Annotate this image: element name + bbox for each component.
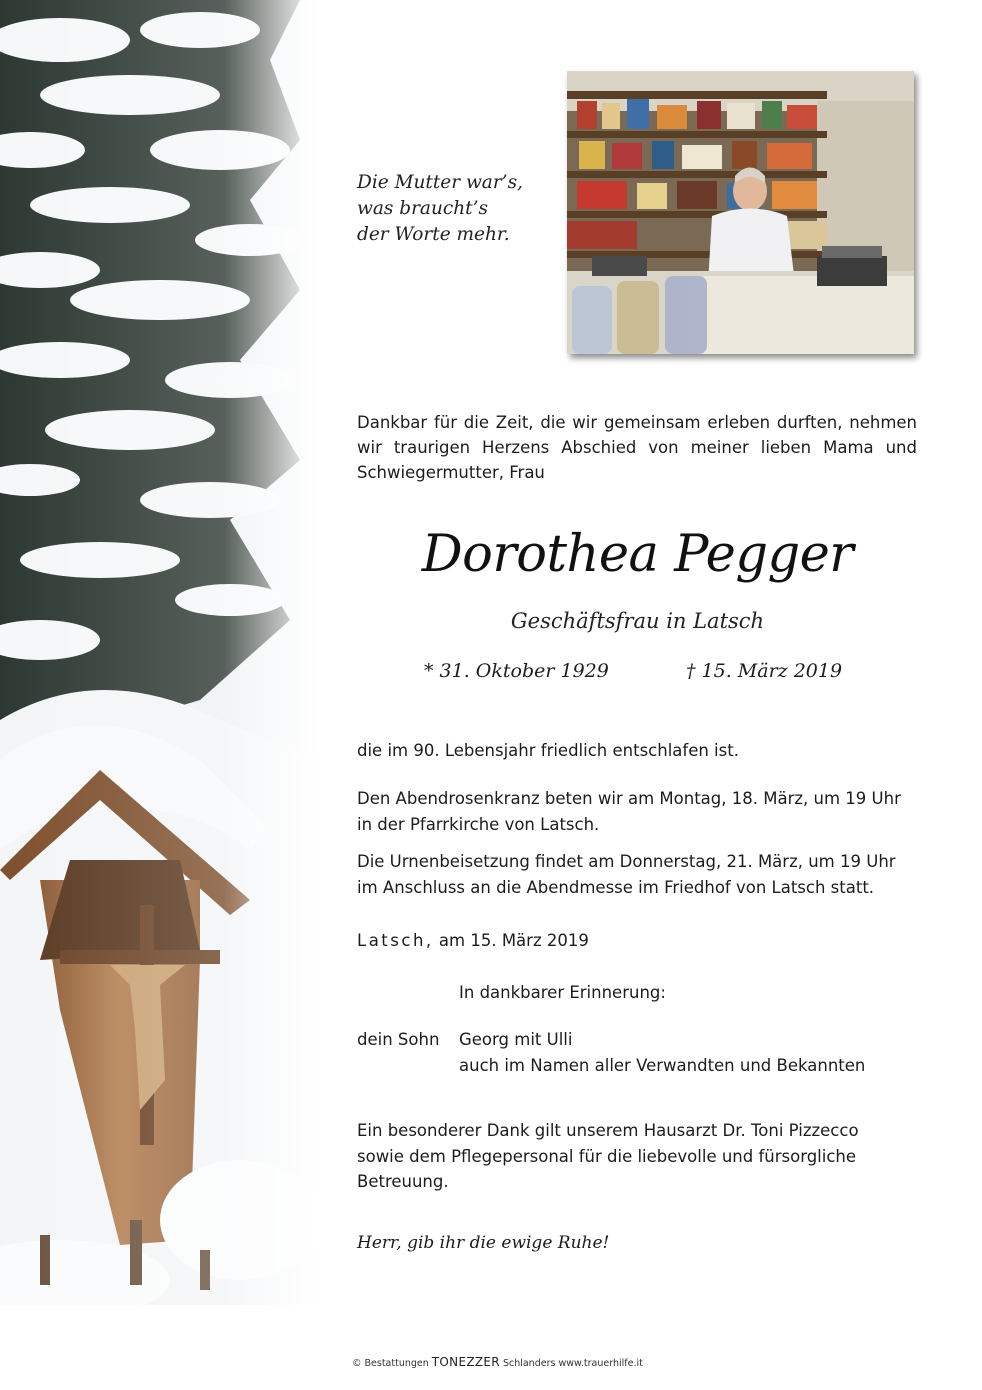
mourner-extended-line: auch im Namen aller Verwandten und Bekannten (459, 1055, 866, 1075)
age-text: die im 90. Lebensjahr friedlich entschlafen ist. (357, 741, 739, 760)
rosary-notice (357, 786, 901, 837)
deceased-name: Dorothea Pegger (421, 525, 854, 584)
birth-date: * 31. Oktober 1929 (424, 660, 609, 682)
burial-line: im Anschluss an die Abendmesse im Friedhof von Latsch statt. (357, 877, 875, 897)
mourner-names (459, 1027, 865, 1078)
date: am 15. März 2019 (438, 931, 589, 950)
footer-url[interactable]: www.trauerhilfe.it (558, 1358, 643, 1369)
motto-verse (357, 170, 523, 248)
rosary-line: Den Abendrosenkranz beten wir am Montag, 18. März, um 19 Uhr (357, 789, 901, 808)
remembrance-line: In dankbarer Erinnerung: (459, 983, 666, 1002)
footer-prefix: © Bestattungen (352, 1358, 429, 1369)
motto-line: Die Mutter war’s, (357, 172, 523, 193)
death-date: † 15. März 2019 (686, 660, 843, 682)
place-date (357, 928, 589, 954)
thanks-text (357, 1118, 859, 1195)
intro-text: Dankbar für die Zeit, die wir gemeinsam erleben durften, nehmen wir traurigen Herzens Abschied von meiner lieben Mama und Schwiegermutter, Frau (357, 413, 917, 482)
thanks-line: Betreuung. (357, 1172, 449, 1191)
winter-crucifix-image (0, 0, 320, 1305)
footer-brand: TONEZZER (431, 1355, 500, 1369)
deceased-occupation: Geschäftsfrau in Latsch (510, 609, 765, 633)
thanks-line: sowie dem Pflegepersonal für die liebevolle und fürsorgliche (357, 1146, 857, 1166)
burial-line: Die Urnenbeisetzung findet am Donnerstag, 21. März, um 19 Uhr (357, 852, 896, 871)
motto-line: was braucht’s (357, 198, 488, 219)
mourner-relation: dein Sohn (357, 1030, 440, 1049)
thanks-line: Ein besonderer Dank gilt unserem Hausarzt Dr. Toni Pizzecco (357, 1121, 859, 1140)
place: Latsch, (357, 931, 434, 950)
footer-credit (352, 1355, 643, 1369)
footer-town: Schlanders (502, 1358, 556, 1369)
mourner-name-line: Georg mit Ulli (459, 1030, 573, 1049)
motto-line: der Worte mehr. (357, 224, 510, 245)
burial-notice (357, 849, 896, 900)
closing-prayer: Herr, gib ihr die ewige Ruhe! (357, 1233, 610, 1253)
rosary-line: in der Pfarrkirche von Latsch. (357, 814, 600, 834)
portrait-photo (567, 71, 914, 354)
